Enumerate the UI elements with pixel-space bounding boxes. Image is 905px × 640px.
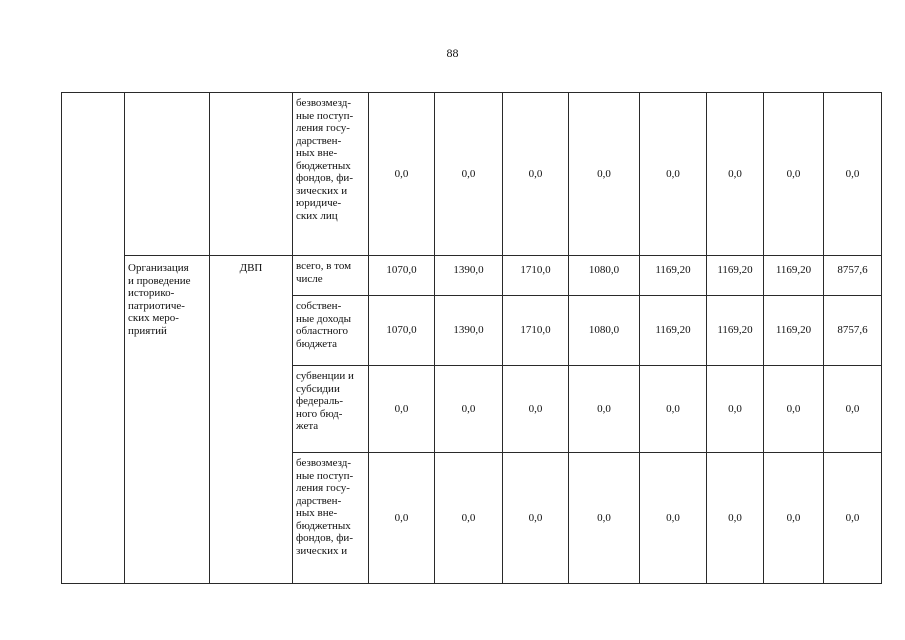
- activity-name-line: патриотиче-: [128, 299, 185, 312]
- value-cell: 1169,20: [640, 296, 707, 366]
- source-line: безвозмезд-: [296, 457, 352, 469]
- first-column-cell: [62, 93, 125, 584]
- value-cell: 0,0: [640, 93, 707, 256]
- value-cell: 0,0: [707, 93, 764, 256]
- activity-name-line: Организация: [128, 262, 189, 274]
- source-line: ления госу-: [296, 482, 350, 494]
- value-cell: 1080,0: [569, 256, 640, 296]
- value-cell: 1169,20: [764, 296, 824, 366]
- value-cell: 1070,0: [369, 256, 435, 296]
- value-cell: 8757,6: [824, 256, 882, 296]
- value-cell: 0,0: [764, 366, 824, 453]
- table-row-total: [62, 256, 882, 296]
- source-cell: [293, 453, 369, 584]
- value-cell: 8757,6: [824, 296, 882, 366]
- value-cell: 0,0: [569, 366, 640, 453]
- source-line: ских лиц: [296, 209, 338, 222]
- source-line: бюджета: [296, 337, 338, 350]
- source-line: дарствен-: [296, 134, 342, 147]
- value-cell: 0,0: [824, 93, 882, 256]
- source-line: бюджетных: [296, 519, 351, 532]
- page-number: 88: [446, 46, 459, 60]
- source-line: зических и: [296, 544, 348, 557]
- value-cell: 1169,20: [764, 256, 824, 296]
- value-cell: 0,0: [435, 93, 503, 256]
- source-line: зических и: [296, 184, 348, 197]
- value-cell: 0,0: [503, 453, 569, 584]
- value-cell: 1169,20: [707, 256, 764, 296]
- activity-name-line: приятий: [128, 324, 167, 337]
- value-cell: 0,0: [503, 366, 569, 453]
- table-row-continued: [62, 93, 882, 256]
- value-cell: 0,0: [824, 453, 882, 584]
- source-line: ления госу-: [296, 122, 350, 134]
- source-cell: [293, 296, 369, 366]
- source-line: ных вне-: [296, 507, 338, 519]
- source-line: дарствен-: [296, 494, 342, 507]
- value-cell: 0,0: [764, 93, 824, 256]
- value-cell: 0,0: [369, 453, 435, 584]
- activity-name-cell: [125, 256, 210, 584]
- value-cell: 0,0: [569, 93, 640, 256]
- activity-name-line: и проведение: [128, 274, 191, 287]
- source-line: бюджетных: [296, 159, 351, 172]
- source-cell: [293, 256, 369, 296]
- value-cell: 0,0: [640, 453, 707, 584]
- source-line: субвенции и: [296, 370, 354, 382]
- value-cell: 0,0: [503, 93, 569, 256]
- source-line: собствен-: [296, 300, 342, 312]
- responsible-cell-empty: [210, 93, 293, 256]
- value-cell: 1169,20: [640, 256, 707, 296]
- source-line: жета: [296, 420, 319, 432]
- source-line: ные доходы: [296, 312, 351, 325]
- source-cell: [293, 93, 369, 256]
- value-cell: 1390,0: [435, 296, 503, 366]
- source-line: ного бюд-: [296, 407, 343, 420]
- source-line: юридиче-: [296, 197, 342, 209]
- activity-name-line: историко-: [128, 287, 175, 299]
- value-cell: 0,0: [369, 93, 435, 256]
- source-line: ные поступ-: [296, 469, 354, 482]
- source-line: фондов, фи-: [296, 172, 353, 184]
- value-cell: 0,0: [824, 366, 882, 453]
- budget-table: [61, 92, 882, 584]
- source-line: ные поступ-: [296, 109, 354, 122]
- value-cell: 1080,0: [569, 296, 640, 366]
- value-cell: 0,0: [707, 453, 764, 584]
- source-line: безвозмезд-: [296, 97, 352, 109]
- source-cell: [293, 366, 369, 453]
- value-cell: 1070,0: [369, 296, 435, 366]
- source-line: числе: [296, 272, 323, 285]
- value-cell: 0,0: [369, 366, 435, 453]
- value-cell: 0,0: [764, 453, 824, 584]
- value-cell: 1710,0: [503, 256, 569, 296]
- source-line: федераль-: [296, 395, 343, 407]
- value-cell: 0,0: [707, 366, 764, 453]
- source-line: фондов, фи-: [296, 532, 353, 544]
- value-cell: 0,0: [640, 366, 707, 453]
- value-cell: 0,0: [435, 453, 503, 584]
- value-cell: 1710,0: [503, 296, 569, 366]
- name-cell-empty: [125, 93, 210, 256]
- source-line: всего, в том: [296, 260, 352, 272]
- value-cell: 0,0: [569, 453, 640, 584]
- value-cell: 0,0: [435, 366, 503, 453]
- source-line: ных вне-: [296, 147, 338, 159]
- responsible-cell: ДВП: [210, 256, 293, 584]
- source-line: областного: [296, 325, 349, 337]
- source-line: субсидии: [296, 382, 340, 395]
- value-cell: 1169,20: [707, 296, 764, 366]
- value-cell: 1390,0: [435, 256, 503, 296]
- activity-name-line: ских меро-: [128, 312, 179, 324]
